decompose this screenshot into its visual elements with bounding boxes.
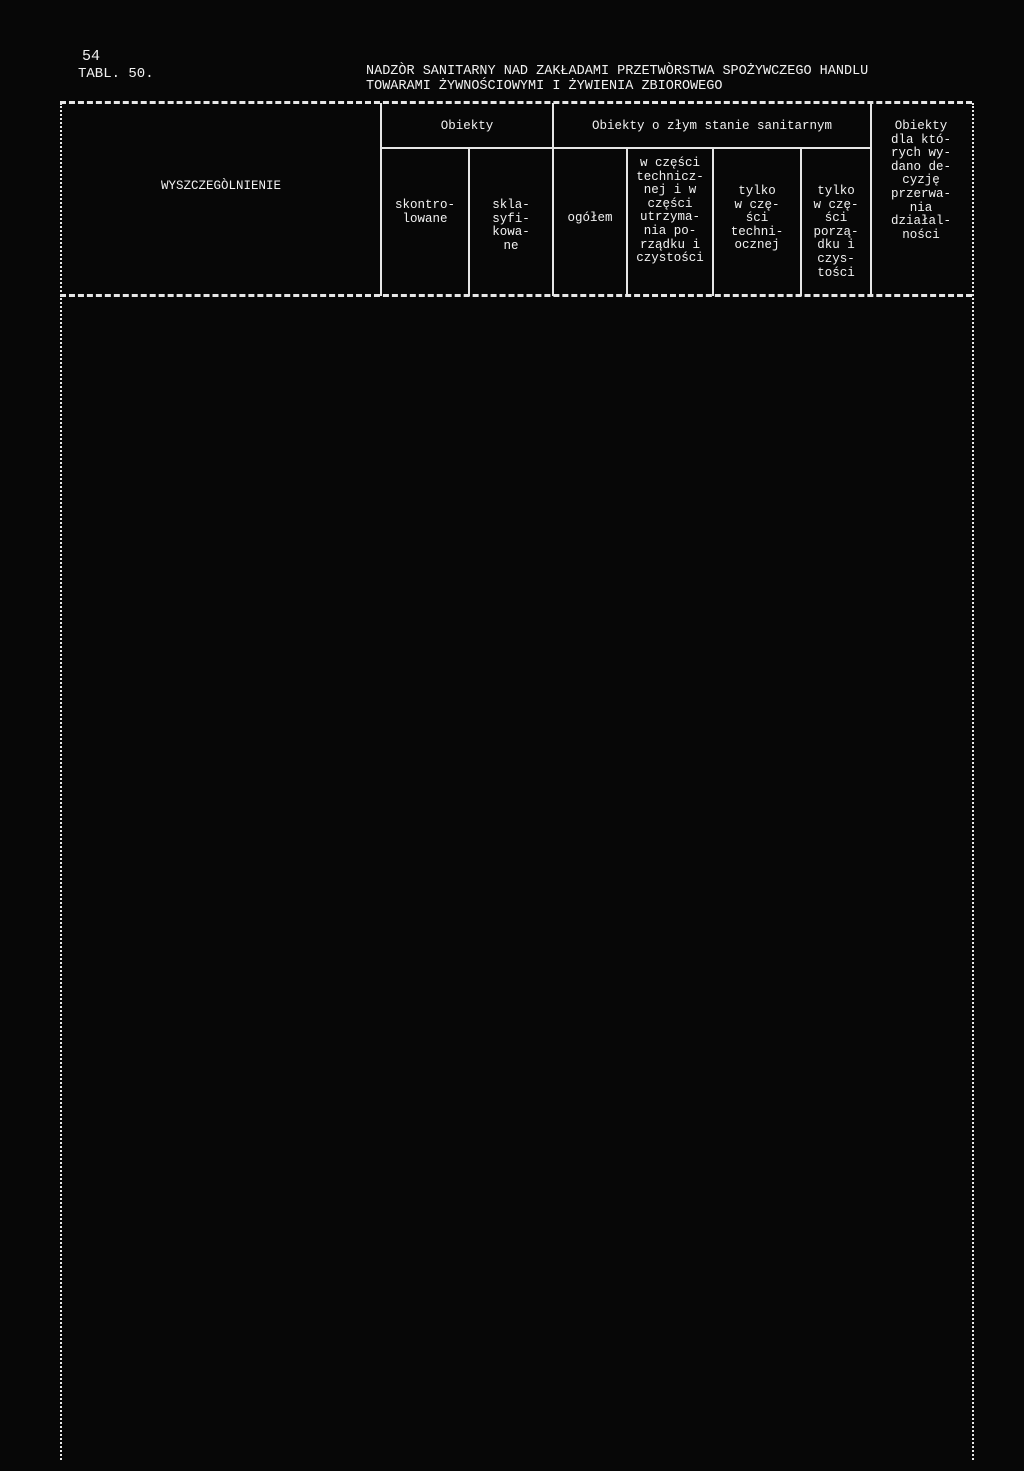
header-sub-rule [380,147,870,149]
header-total: ogółem [567,211,613,225]
header-only-tech: tylko w czę- ści techni- ocznej [730,184,784,253]
header-controlled: skontro- lowane [394,198,455,226]
header-bad-state: Obiekty o złym stanie sanitarnym [591,119,833,133]
table-frame [60,103,974,1460]
header-only-order: tylko w czę- ści porzą- dku i czys- tości [813,184,859,280]
header-specification: WYSZCZEGÒLNIENIE [160,179,282,193]
header-interrupt: Obiekty dla któ- rych wy- dano de- cyzję przerwa- nia działal- ności [890,119,951,242]
table-title: NADZÒR SANITARNY NAD ZAKŁADAMI PRZETWÒRSTWA SPOŻYWCZEGO HANDLU TOWARAMI ŻYWNOŚCIOWYMI I ŻYWIENIA ZBIOROWEGO [366,64,869,94]
header-classified: skla- syfi- kowa- ne [492,198,530,253]
header-part-tech: w części technicz- nej i w części utrzyma- nia po- rządku i czystości [636,156,704,266]
header-objects: Obiekty [440,119,494,133]
header-top-rule [60,101,972,104]
header-bottom-rule [60,294,972,297]
page-number: 54 [82,48,101,65]
table-number: TABL. 50. [78,66,154,82]
